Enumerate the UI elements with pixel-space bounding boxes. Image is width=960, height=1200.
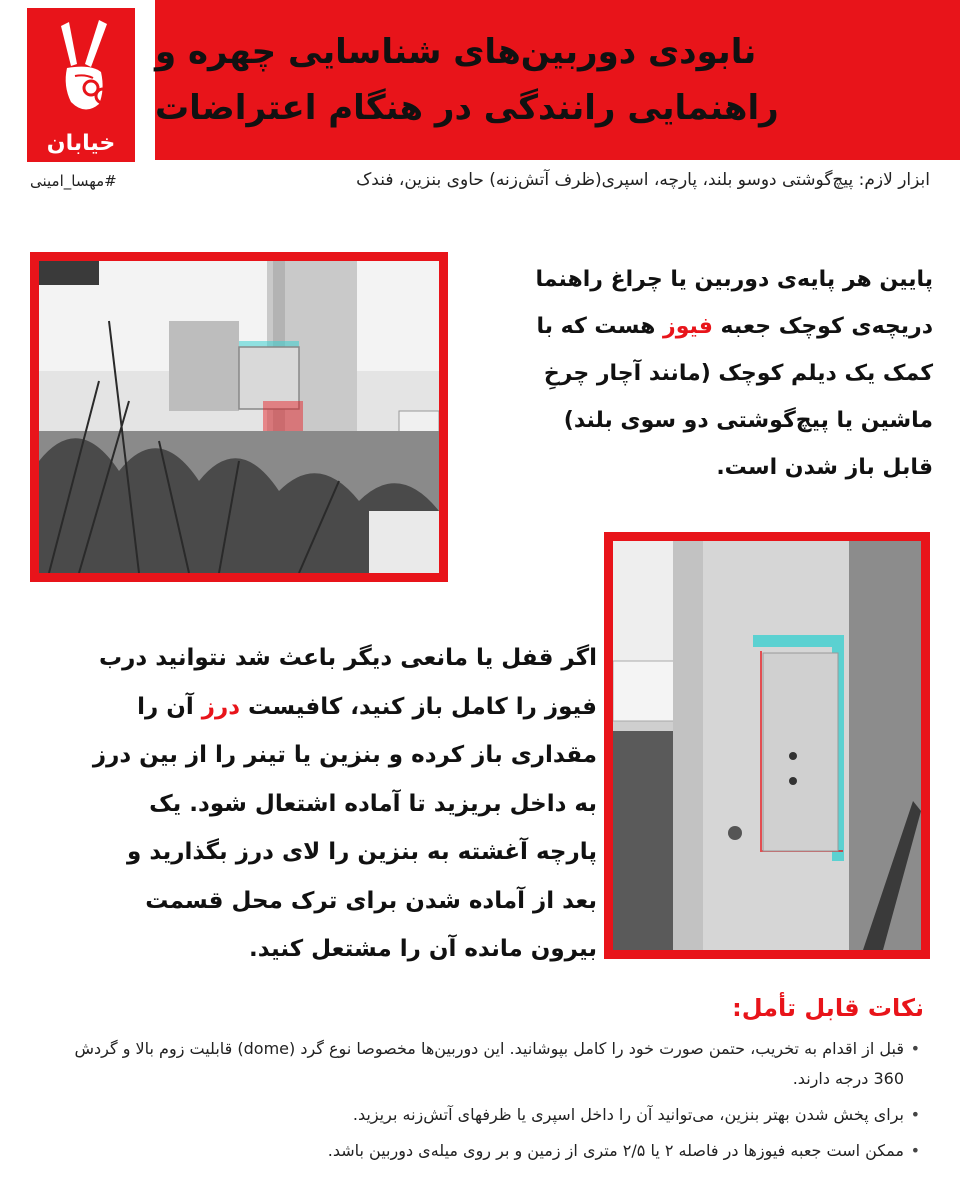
para2-line: بعد از آماده شدن برای ترک محل قسمت (145, 887, 597, 914)
paragraph-seam-method (45, 634, 597, 974)
photo-fuse-box-seam (604, 532, 930, 959)
para1-line: قابل باز شدن است. (716, 455, 933, 480)
note-item: • قبل از اقدام به تخریب، حتمن صورت خود را کامل بپوشانید. این دوربین‌ها مخصوصا نوع گرد (dome) قابلیت زوم بالا و گردش 360 درجه دارند. (40, 1034, 920, 1094)
tools-required: ابزار لازم: پیچ‌گوشتی دوسو بلند، پارچه، اسپری(ظرف آتش‌زنه) حاوی بنزین، فندک (356, 170, 930, 190)
para1-line: دریچه‌ی کوچک جعبه فیوز هست که با (536, 314, 933, 339)
notes-list (40, 1034, 920, 1172)
para2-line: پارچه آغشته به بنزین را لای درز بگذارید و (127, 839, 597, 865)
title-line-2: راهنمایی رانندگی در هنگام اعتراضات (155, 88, 779, 128)
photo-fuse-box-pole (30, 252, 448, 582)
notes-title: نکات قابل تأمل: (732, 994, 924, 1022)
para1-line: کمک یک دیلم کوچک (مانند آچار چرخِ (543, 361, 933, 386)
logo-text: خیابان (46, 131, 116, 156)
note-item: • ممکن است جعبه فیوزها در فاصله ۲ یا ۲/۵ متری از زمین و بر روی میله‌ی دوربین باشد. (40, 1136, 920, 1166)
highlight-fuse: فیوز (663, 314, 713, 339)
para2-line: به داخل بریزید تا آماده اشتعال شود. یک (149, 790, 597, 817)
para2-line: فیوز را کامل باز کنید، کافیست درز آن را (137, 693, 597, 720)
title-banner (155, 0, 960, 160)
para2-line: بیرون مانده آن را مشتعل کنید. (248, 936, 597, 962)
highlight-seam: درز (201, 693, 241, 720)
para2-line: مقداری باز کرده و بنزین یا تینر را از بین درز (92, 742, 597, 768)
hashtag: #مهسا_امینی (30, 172, 117, 190)
title-line-1: نابودی دوربین‌های شناسایی چهره و (155, 32, 757, 72)
para1-line: پایین هر پایه‌ی دوربین یا چراغ راهنما (535, 267, 933, 292)
para1-line: ماشین یا پیچ‌گوشتی دو سوی بلند) (563, 408, 933, 433)
victory-hand-icon (41, 16, 121, 128)
paragraph-fuse-box (455, 256, 933, 491)
para2-line: اگر قفل یا مانعی دیگر باعث شد نتوانید درب (99, 645, 597, 671)
note-item: • برای پخش شدن بهتر بنزین، می‌توانید آن را داخل اسپری یا ظرفهای آتش‌زنه بریزید. (40, 1100, 920, 1130)
khiaban-logo (27, 8, 135, 162)
